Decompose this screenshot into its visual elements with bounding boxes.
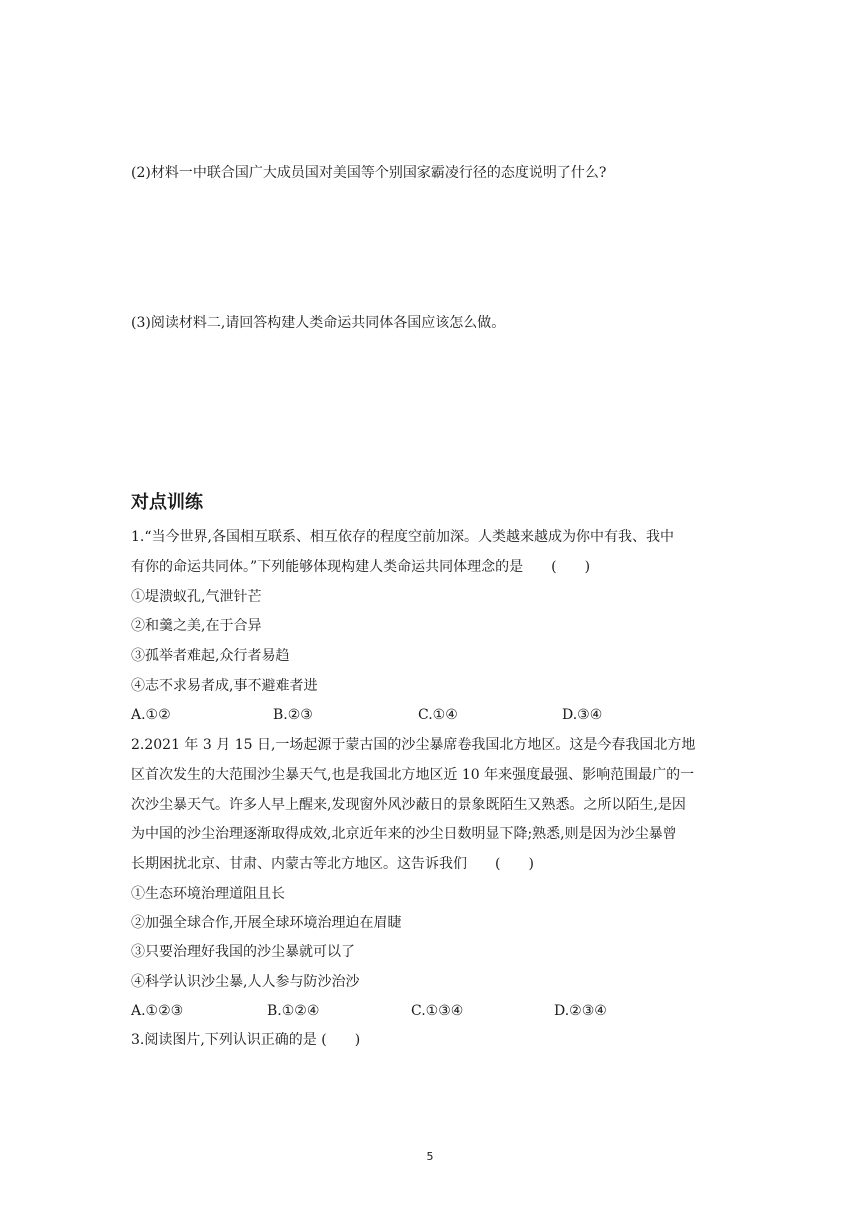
q2-option-a: A.①②③	[131, 1003, 184, 1019]
q2-stem-line-2: 区首次发生的大范围沙尘暴天气,也是我国北方地区近 10 年来强度最强、影响范围最广的一	[131, 767, 695, 783]
q2-item-1: ①生态环境治理道阻且长	[131, 886, 285, 902]
q2-option-c: C.①③④	[411, 1003, 464, 1019]
q2-stem-line-1: 2.2021 年 3 月 15 日,一场起源于蒙古国的沙尘暴席卷我国北方地区。这是今春我国北方地	[131, 737, 696, 753]
question-3-prompt: (3)阅读材料二,请回答构建人类命运共同体各国应该怎么做。	[131, 315, 506, 331]
q1-item-3: ③孤举者难起,众行者易趋	[131, 648, 290, 664]
q1-item-2: ②和羹之美,在于合异	[131, 618, 262, 634]
q1-stem-line-1: 1.“当今世界,各国相互联系、相互依存的程度空前加深。人类越来越成为你中有我、我中	[131, 529, 674, 545]
q1-option-a: A.①②	[131, 707, 171, 723]
q2-stem-line-3: 次沙尘暴天气。许多人早上醒来,发现窗外风沙蔽日的景象既陌生又熟悉。之所以陌生,是因	[131, 797, 686, 813]
q1-option-c: C.①④	[418, 707, 458, 723]
q2-item-2: ②加强全球合作,开展全球环境治理迫在眉睫	[131, 915, 402, 931]
section-title: 对点训练	[131, 492, 203, 513]
q2-option-d: D.②③④	[554, 1003, 607, 1019]
q2-stem-line-4: 为中国的沙尘治理逐渐取得成效,北京近年来的沙尘日数明显下降;熟悉,则是因为沙尘暴曾	[131, 826, 677, 842]
q1-option-b: B.②③	[273, 707, 313, 723]
question-2-prompt: (2)材料一中联合国广大成员国对美国等个别国家霸凌行径的态度说明了什么?	[131, 165, 607, 181]
q2-stem-line-5: 长期困扰北京、甘肃、内蒙古等北方地区。这告诉我们 ( )	[131, 856, 534, 872]
q1-item-1: ①堤溃蚁孔,气泄针芒	[131, 589, 262, 605]
q1-item-4: ④志不求易者成,事不避难者进	[131, 678, 318, 694]
page-number: 5	[426, 1150, 434, 1163]
q1-stem-line-2: 有你的命运共同体。”下列能够体现构建人类命运共同体理念的是 ( )	[131, 559, 591, 575]
q3-stem-line-1: 3.阅读图片,下列认识正确的是 ( )	[131, 1032, 361, 1048]
q2-option-b: B.①②④	[267, 1003, 320, 1019]
q2-item-3: ③只要治理好我国的沙尘暴就可以了	[131, 944, 355, 960]
q1-option-d: D.③④	[562, 707, 603, 723]
q2-item-4: ④科学认识沙尘暴,人人参与防沙治沙	[131, 974, 360, 990]
